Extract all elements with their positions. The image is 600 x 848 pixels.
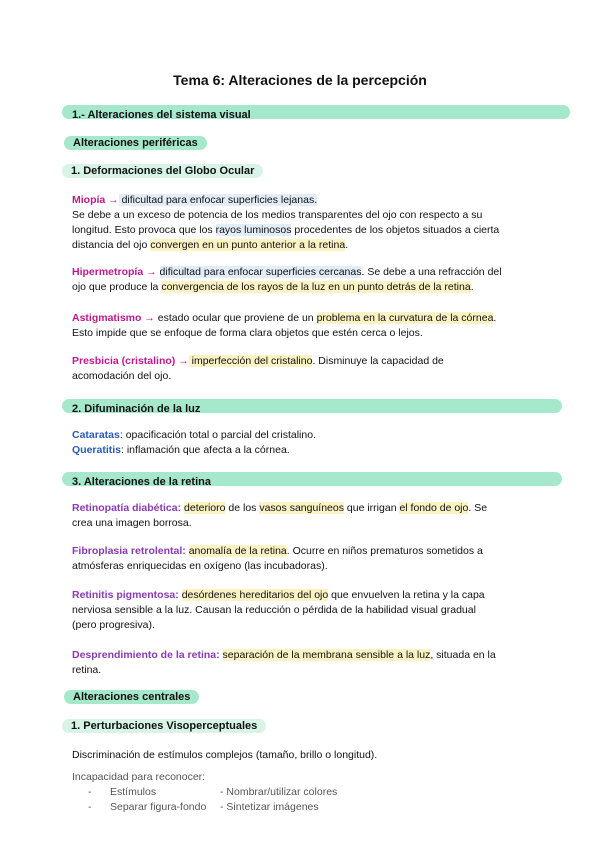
term-desprendimiento: Desprendimiento de la retina: — [72, 649, 220, 661]
heading-difuminacion: 2. Difuminación de la luz — [72, 403, 201, 415]
page-title: Tema 6: Alteraciones de la percepción — [173, 72, 427, 88]
subsection-perifericas: Alteraciones periféricas — [64, 136, 207, 150]
term-astigmatismo: Astigmatismo → — [72, 312, 155, 324]
heading-visoperceptuales: 1. Perturbaciones Visoperceptuales — [62, 719, 266, 733]
fibroplasia-paragraph: Fibroplasia retrolental: anomalía de la retina. Ocurre en niños prematuros sometidos a atmósferas enriquecidas en oxígeno (las incubadoras). — [72, 545, 483, 572]
subsection-centrales: Alteraciones centrales — [64, 690, 199, 704]
section-bar-difuminacion — [62, 399, 562, 413]
list-item: - Separar figura-fondo - Sintetizar imágenes — [88, 801, 319, 813]
section-bar-retina — [62, 472, 562, 486]
incapacidad-list — [88, 785, 337, 815]
miopia-paragraph: Miopía → dificultad para enfocar superficies lejanas. Se debe a un exceso de potencia de los medios transparentes del ojo con respecto a su longitud. Esto provoca que los rayos luminosos procedentes de los objetos situados a cierta distancia del ojo convergen en un punto anterior a la retina. — [72, 194, 500, 251]
retinitis-paragraph: Retinitis pigmentosa: desórdenes hereditarios del ojo que envuelven la retina y la capa nerviosa sensible a la luz. Causan la reducción o pérdida de la habilidad visual gradual (pero progresiva). — [72, 589, 485, 631]
presbicia-paragraph: Presbicia (cristalino) → imperfección del cristalino. Disminuye la capacidad de acomodación del ojo. — [72, 355, 444, 382]
term-retinitis: Retinitis pigmentosa: — [72, 589, 179, 601]
desprendimiento-paragraph: Desprendimiento de la retina: separación de la membrana sensible a la luz, situada en la retina. — [72, 649, 496, 676]
term-hipermetropia: Hipermetropía — [72, 266, 144, 278]
discriminacion-line: Discriminación de estímulos complejos (tamaño, brillo o longitud). — [72, 749, 378, 761]
heading-retina: 3. Alteraciones de la retina — [72, 476, 211, 488]
astigmatismo-paragraph: Astigmatismo → estado ocular que proviene de un problema en la curvatura de la córnea. Esto impide que se enfoque de forma clara objetos que estén cerca o lejos. — [72, 312, 497, 339]
term-cataratas: Cataratas — [72, 429, 120, 441]
term-presbicia: Presbicia (cristalino) → — [72, 355, 189, 367]
section-bar-visual — [62, 105, 570, 119]
heading-deformaciones: 1. Deformaciones del Globo Ocular — [62, 164, 263, 178]
term-fibroplasia: Fibroplasia retrolental: — [72, 545, 186, 557]
term-queratitis: Queratitis — [72, 444, 122, 456]
section-heading: 1.- Alteraciones del sistema visual — [72, 109, 251, 121]
term-miopia: Miopía → — [72, 194, 119, 206]
difuminacion-list: Cataratas: opacificación total o parcial del cristalino. Queratitis: inflamación que afecta a la córnea. — [72, 429, 316, 456]
retinopatia-paragraph: Retinopatía diabética: deterioro de los vasos sanguíneos que irrigan el fondo de ojo. Se crea una imagen borrosa. — [72, 502, 488, 529]
hipermetropia-paragraph: Hipermetropía → dificultad para enfocar superficies cercanas. Se debe a una refracción del ojo que produce la convergencia de los rayos de la luz en un punto detrás de la retina. — [72, 266, 502, 293]
incapacidad-line: Incapacidad para reconocer: — [72, 771, 206, 783]
list-item: - Estímulos - Nombrar/utilizar colores — [88, 786, 338, 798]
term-retinopatia: Retinopatía diabética: — [72, 502, 182, 514]
